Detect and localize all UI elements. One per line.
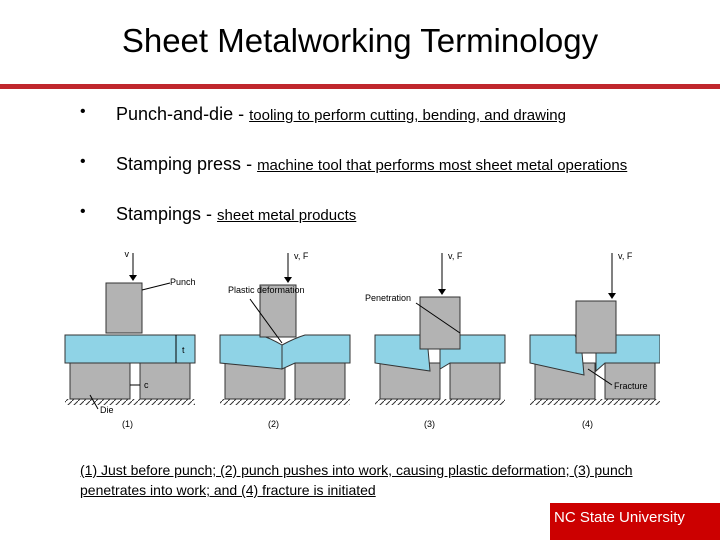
die-base — [220, 399, 350, 405]
force-arrowhead — [284, 277, 292, 283]
bullet-definition: machine tool that performs most sheet metal operations — [257, 157, 628, 174]
stage-4 — [530, 251, 660, 429]
fracture-label: Fracture — [614, 381, 648, 391]
force-label: v, F — [294, 251, 309, 261]
plastic-deformation-text: Plastic deformation — [228, 285, 305, 295]
university-badge — [550, 503, 720, 540]
bullet-term: Stamping press — [116, 154, 242, 174]
force-label: v, F — [448, 251, 463, 261]
die-base — [530, 399, 660, 405]
step-label: (3) — [424, 419, 435, 429]
force-label: v, F — [618, 251, 633, 261]
bullet-separator: - — [201, 204, 218, 224]
bullet-marker: • — [80, 103, 86, 120]
bullet-marker: • — [80, 153, 86, 170]
bullet-term: Punch‑and‑die — [116, 104, 234, 124]
step-label: (2) — [268, 419, 279, 429]
penetration-label: Penetration — [365, 293, 412, 303]
die-right — [295, 363, 345, 399]
punch — [106, 283, 142, 333]
bullet-marker: • — [80, 203, 86, 220]
bullet-definition: tooling to perform cutting, bending, and drawing — [249, 107, 566, 124]
velocity-arrowhead — [129, 275, 137, 281]
figure-caption: (1) Just before punch; (2) punch pushes into work, causing plastic deformation; (3) punch penetrates into work; and (4) fracture is initiated — [80, 462, 633, 498]
bullet-term: Stampings — [116, 204, 202, 224]
punch — [576, 301, 616, 353]
punch-leader — [142, 283, 170, 290]
bullet-item — [116, 203, 636, 227]
die-base — [65, 399, 195, 405]
die-base — [375, 399, 505, 405]
step-label: (1) — [122, 419, 133, 429]
university-name: NC State University — [554, 509, 685, 526]
punch — [420, 297, 460, 349]
plastic-deformation-label — [228, 285, 305, 295]
bullet-item — [116, 153, 636, 177]
stage-2 — [220, 251, 350, 429]
die-label: Die — [100, 405, 114, 415]
step-label: (4) — [582, 419, 593, 429]
force-arrowhead — [438, 289, 446, 295]
bullet-definition: sheet metal products — [217, 207, 357, 224]
title-divider — [0, 84, 720, 89]
punch-die-diagram — [60, 245, 660, 435]
die-left — [70, 363, 130, 399]
punch-label: Punch — [170, 277, 196, 287]
clearance-label: c — [144, 380, 149, 390]
bullet-item — [116, 103, 636, 127]
thickness-label: t — [182, 345, 185, 355]
workpiece-left — [220, 335, 282, 369]
die-right — [450, 363, 500, 399]
force-arrowhead — [608, 293, 616, 299]
stage-3 — [365, 251, 505, 429]
velocity-label: v — [124, 249, 129, 259]
bullet-separator: - — [241, 154, 258, 174]
stage-1 — [65, 249, 196, 429]
slide-title: Sheet Metalworking Terminology — [121, 22, 599, 59]
bullet-separator: - — [233, 104, 250, 124]
